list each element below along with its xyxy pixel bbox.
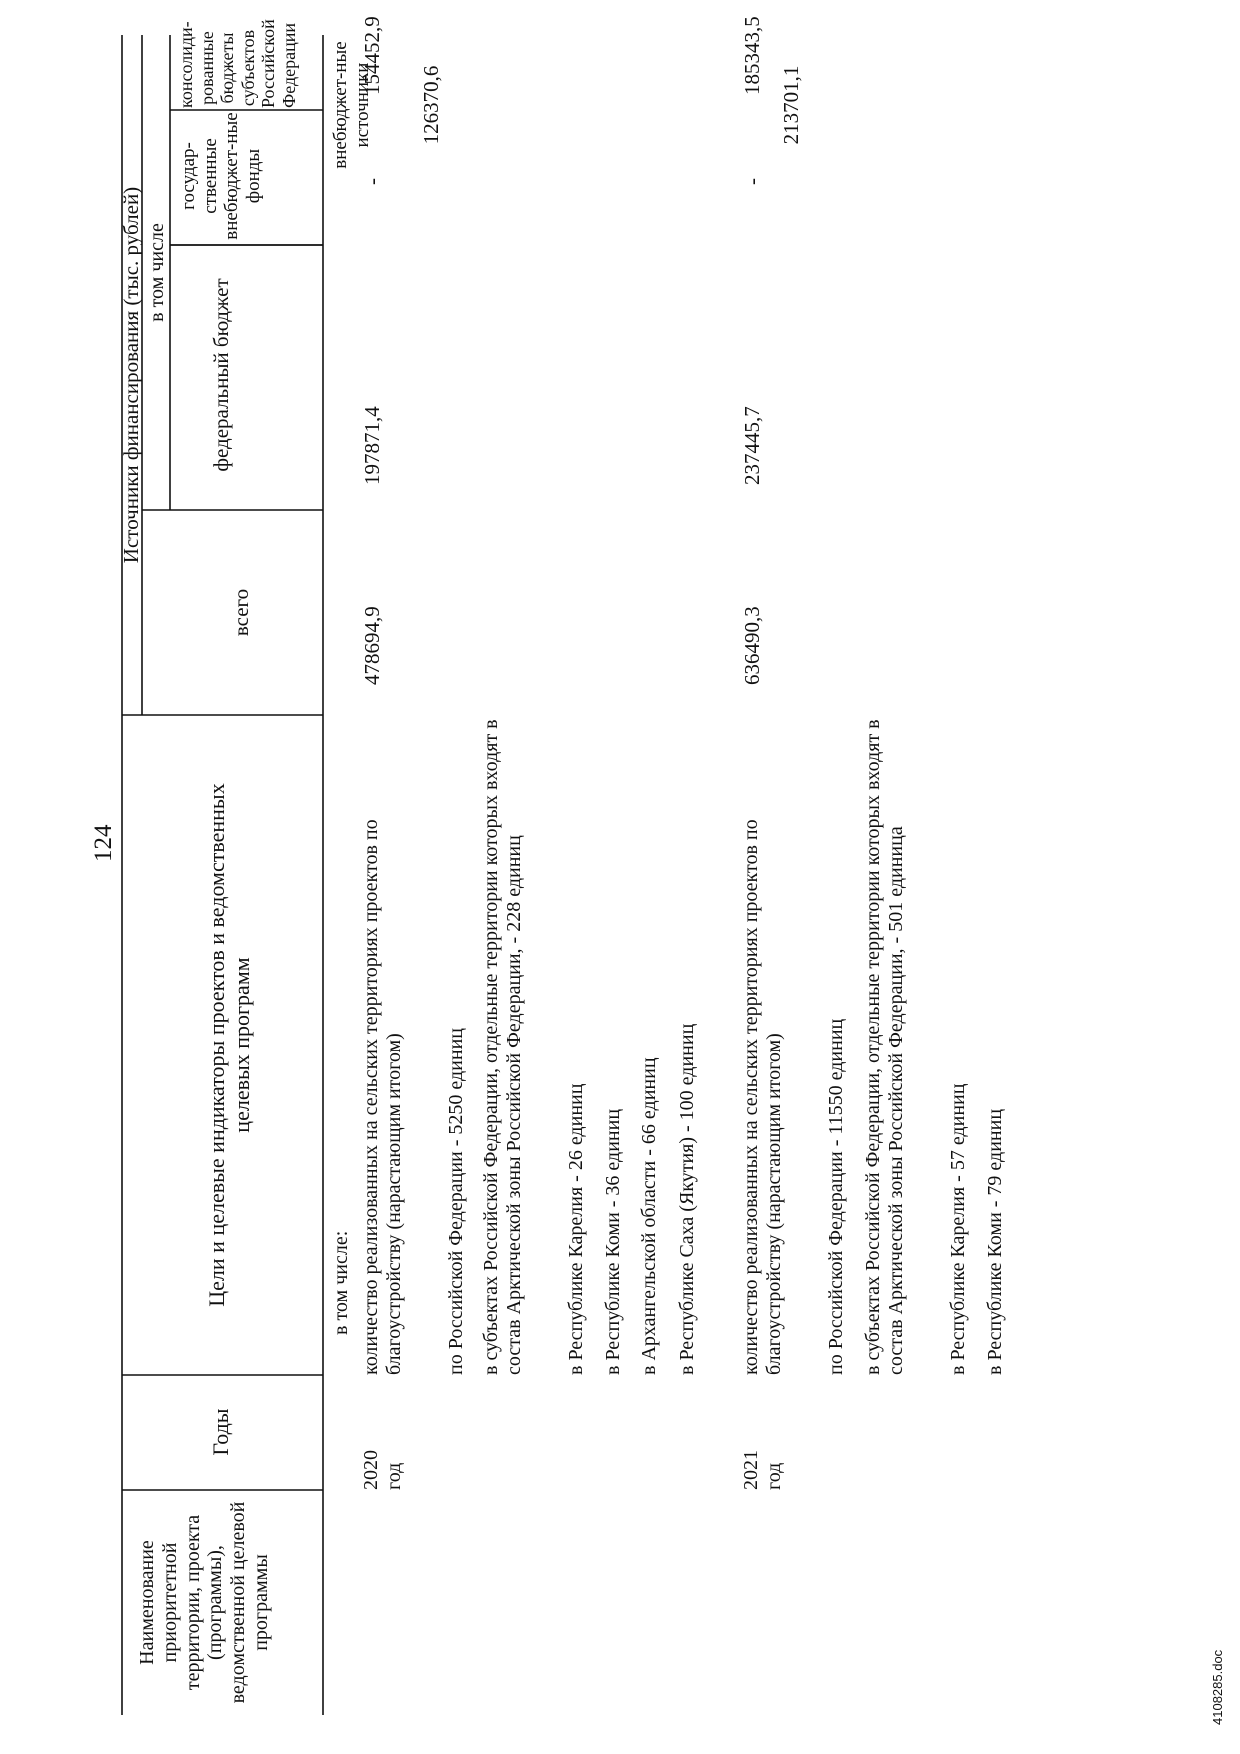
row-2020-indicator-1: по Российской Федерации - 5250 единиц <box>445 1028 467 1375</box>
page-number: 124 <box>90 824 117 862</box>
row-2021-indicator-3: в Республике Карелия - 57 единиц <box>947 1083 969 1375</box>
row-2021-indicator-0: количество реализованных на сельских территориях проектов по благоустройству (нарастающим итогом) <box>740 819 785 1375</box>
row-2021-indicator-4: в Республике Коми - 79 единиц <box>984 1108 1006 1375</box>
row-2021-indicator-2: в субъектах Российской Федерации, отдельные территории которых входят в состав Арктической зоны Российской Федерации, - 501 единица <box>862 719 907 1375</box>
funding-table <box>119 16 1110 1715</box>
header-state-funds: государ-ственные внебюджет-ные фонды <box>178 112 264 240</box>
header-funding-sources: Источники финансирования (тыс. рублей) <box>119 186 143 564</box>
header-years: Годы <box>208 1408 233 1456</box>
row-2020-extra: 126370,6 <box>419 65 443 145</box>
row-2020-indicator-6: в Республике Саха (Якутия) - 100 единиц <box>676 1023 698 1375</box>
row-2021-federal: 237445,7 <box>740 406 764 485</box>
row-2021-indicator-1: по Российской Федерации - 11550 единиц <box>825 1018 847 1375</box>
row-2020-indicator-3: в Республике Карелия - 26 единиц <box>565 1083 587 1375</box>
footer-filename: 4108285.doc <box>1210 1649 1225 1725</box>
row-2021-extra: 213701,1 <box>779 65 803 145</box>
row-2020-regional: 154452,9 <box>360 16 384 95</box>
row-2021-state-funds: - <box>740 178 764 185</box>
header-goals: Цели и целевые индикаторы проектов и ведомственных целевых программ <box>204 783 255 1307</box>
intro-text: в том числе: <box>330 1230 352 1335</box>
row-2020-indicator-4: в Республике Коми - 36 единиц <box>602 1108 624 1375</box>
row-2020-total: 478694,9 <box>360 606 384 685</box>
row-2021-total: 636490,3 <box>740 606 764 685</box>
row-2021-year: 2021 год <box>740 1450 785 1490</box>
header-total: всего <box>229 588 253 637</box>
row-2020-indicator-0: количество реализованных на сельских территориях проектов по благоустройству (нарастающим итогом) <box>360 819 405 1375</box>
header-extra: внебюджет-ные источники <box>330 41 373 169</box>
row-2020-state-funds: - <box>360 178 384 185</box>
header-name: Наименование приоритетной территории, проекта (программы), ведомственной целевой программы <box>136 1501 272 1704</box>
header-federal: федеральный бюджет <box>209 278 233 472</box>
row-2020-indicator-5: в Архангельской области - 66 единиц <box>638 1057 660 1375</box>
row-2020-federal: 197871,4 <box>360 406 384 485</box>
row-2020-year: 2020 год <box>360 1450 405 1490</box>
header-regional: консолиди-рованные бюджеты субъектов Российской Федерации <box>176 19 299 108</box>
row-2020-indicator-2: в субъектах Российской Федерации, отдельные территории которых входят в состав Арктической зоны Российской Федерации, - 228 единиц <box>480 719 525 1375</box>
header-including: в том числе <box>146 223 168 322</box>
row-2021-regional: 185343,5 <box>740 16 764 95</box>
